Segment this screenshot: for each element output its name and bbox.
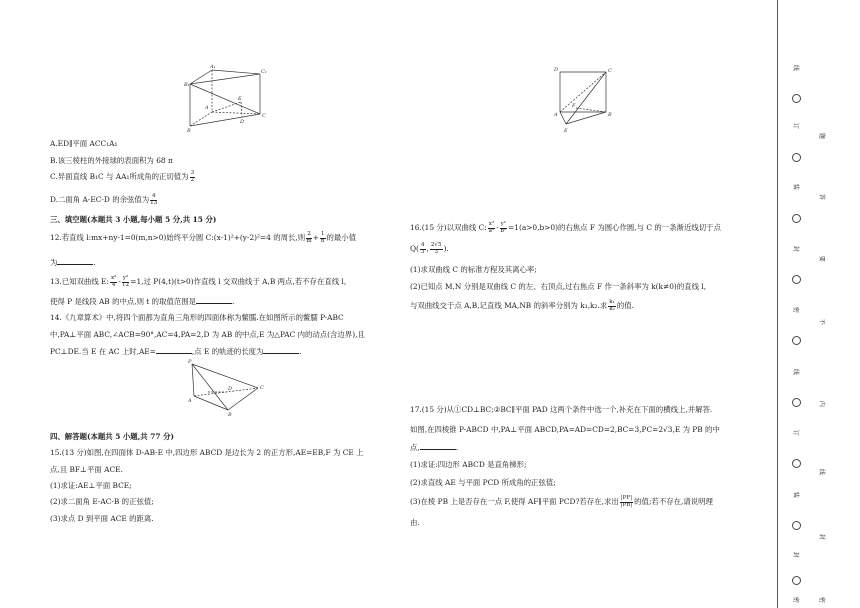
section-4-heading: 四、解答题(本题共 5 小题,共 77 分) (50, 432, 174, 441)
option-d-fraction: $\frac{4}{13}$ (150, 193, 158, 206)
fig2-label-b: B (228, 412, 232, 418)
fig1-label-a1: A₁ (210, 64, 216, 70)
option-d-text: D.二面角 A-EC-D 的余弦值为 (50, 195, 150, 205)
fig2-label-c: C (260, 385, 264, 391)
q12-line2: 为 . (50, 258, 96, 267)
binding-char: 订 (791, 122, 799, 129)
binding-circle (792, 459, 801, 468)
fig1-label-a: A (205, 105, 209, 111)
option-c (50, 171, 196, 183)
binding-char-outer: 封 (817, 533, 825, 540)
binding-char-outer: 要 (817, 255, 825, 262)
binding-char-outer: 答 (817, 193, 825, 200)
q13-line1: 13.已知双曲线 E: $\frac{\text{x²}}{4}$ - $\frac{\text{y²}}{12}$ =1,过 P(4,t)(t>0)作直线 l 交双曲线于 A,B 两点,若不存在直线 l, (50, 275, 347, 288)
option-c-fraction: $\frac{3}{2}$ (190, 170, 195, 183)
q14-line3: PC⊥DE.当 E 在 AC 上时,AE= ,点 E 的轨迹的长度为 . (50, 347, 302, 356)
binding-char: 线 (791, 368, 799, 375)
fig3-label-e: E (564, 128, 568, 134)
binding-circle (792, 521, 801, 530)
fig3-label-b: B (608, 112, 612, 118)
binding-char: 线 (791, 64, 799, 71)
option-a: A.ED∥平面 ACC₁A₁ (50, 139, 118, 148)
fig2-label-d: D (228, 386, 233, 392)
q16-line1: 16.(15 分)以双曲线 C: $\frac{\text{x²}}{\text{a²}}$ - $\frac{\text{y²}}{\text{b²}}$ =1(a>0,b>0)的右焦点 F 为圆心作圆,与 C 的一条渐近线切于点 (410, 221, 721, 234)
fig3-label-c: C (608, 68, 612, 74)
binding-char: 封 (791, 245, 799, 252)
q17-condition-blank[interactable] (420, 442, 456, 450)
q17-line3: 点, . (410, 443, 459, 452)
q13-line2: 使得 P 是线段 AB 的中点,则 t 的取值范围是 . (50, 297, 235, 306)
q17-line2: 如图,在四棱锥 P-ABCD 中,PA⊥平面 ABCD,PA=AD=CD=2,BC=3,PC=2√3,E 为 PB 的中 (410, 425, 720, 434)
binding-circle (792, 94, 801, 103)
q16-part2-cont: 与双曲线交于点 A,B,记直线 MA,NB 的斜率分别为 k₁,k₂.求 $\frac{\text{k₁}}{\text{k₂}}$ 的值. (410, 299, 635, 312)
q14-line1: 14.《九章算术》中,将四个面都为直角三角形的四面体称为鳖臑.在如图所示的鳖臑 P-ABC (50, 313, 344, 322)
fig2-label-p: P (188, 359, 192, 365)
q17-part2: (2)求直线 AE 与平面 PCD 所成角的正弦值; (410, 478, 556, 487)
q15-line1: 15.(13 分)如图,在四面体 D-AB-E 中,四边形 ABCD 是边长为 2 的正方形,AE=EB,F 为 CE 上 (50, 448, 364, 457)
q15-part3: (3)求点 D 到平面 ACE 的距离. (50, 514, 154, 523)
fig1-label-b: B (187, 128, 191, 134)
fig1-label-e: E (238, 96, 242, 102)
binding-margin (777, 0, 860, 608)
q14-line2: 中,PA⊥平面 ABC,∠ACB=90°,AC=4,PA=2,D 为 AB 的中点,E 为△PAC 内的动点(含边界),且 (50, 330, 365, 339)
q13-answer-blank[interactable] (196, 296, 232, 304)
fig3-label-d: D (554, 67, 559, 73)
binding-char-outer: 题 (817, 132, 825, 139)
binding-char-outer: 内 (817, 400, 825, 407)
fig1-label-d: D (240, 119, 245, 125)
option-d (50, 194, 158, 206)
section-3-heading: 三、填空题(本题共 3 小题,每小题 5 分,共 15 分) (50, 215, 217, 224)
fig1-label-c1: C₁ (261, 69, 267, 75)
q16-part2: (2)已知点 M,N 分别是双曲线 C 的左、右顶点,过右焦点 F 作一条斜率为 k(k≠0)的直线 l, (410, 282, 707, 291)
q17-part3-cont: 由. (410, 518, 420, 527)
option-c-text: C.异面直线 B₁C 与 AA₁所成角的正切值为 (50, 172, 189, 182)
q17-part1: (1)求证:四边形 ABCD 是直角梯形; (410, 460, 527, 469)
binding-char: 装 (791, 183, 799, 190)
q15-part2: (2)求二面角 E-AC-B 的正弦值; (50, 497, 154, 506)
q12-answer-blank[interactable] (57, 257, 93, 265)
q17-line1: 17.(15 分)从①CD⊥BC;②BC∥平面 PAD 这两个条件中选一个,补充在下面的横线上,并解答. (410, 405, 713, 414)
q14-answer-blank-1[interactable] (156, 346, 192, 354)
binding-char: 订 (791, 429, 799, 436)
binding-line (777, 0, 778, 608)
fig1-label-c: C (262, 113, 266, 119)
binding-char: 封 (791, 551, 799, 558)
pyramid-figure (548, 64, 620, 134)
q15-part1: (1)求证:AE⊥平面 BCE; (50, 481, 132, 490)
q17-part3: (3)在棱 PB 上是否存在一点 F,使得 AF∥平面 PCD?若存在,求出 $\frac{|PF|}{|PB|}$ 的值;若不存在,请说明理 (410, 495, 713, 508)
binding-char: 装 (791, 491, 799, 498)
binding-circle (792, 214, 801, 223)
q12-line1: 12.若直线 l:mx+ny-1=0(m,n>0)始终平分圆 C:(x-1)²+(y-2)²=4 的周长,则 $\frac{2}{m}$ + $\frac{1}{n}$ 的最小值 (50, 231, 357, 244)
q16-line2: Q( $\frac{4}{3}$ , $\frac{2√5}{3}$ ). (410, 242, 449, 255)
binding-circle (792, 576, 801, 585)
binding-char-outer: 不 (817, 318, 825, 325)
fig3-label-f: F (572, 103, 576, 109)
tetrahedron-figure (188, 358, 270, 416)
prism-figure (184, 62, 274, 134)
binding-circle (792, 153, 801, 162)
fig1-label-b1: B₁ (184, 82, 190, 88)
option-b: B.该三棱柱的外接球的表面积为 68 π (50, 156, 173, 165)
q15-line2: 点,且 BF⊥平面 ACE. (50, 465, 123, 474)
binding-char: 密 (791, 306, 799, 313)
binding-circle (792, 398, 801, 407)
q16-part1: (1)求双曲线 C 的标准方程及其离心率; (410, 265, 537, 274)
binding-circle (792, 275, 801, 284)
binding-circle (792, 336, 801, 345)
binding-char-outer: 密 (817, 596, 825, 603)
fig3-label-a: A (554, 112, 558, 118)
binding-char: 密 (791, 596, 799, 603)
binding-char-outer: 线 (817, 468, 825, 475)
fig2-label-a: A (188, 398, 192, 404)
q14-answer-blank-2[interactable] (263, 346, 299, 354)
